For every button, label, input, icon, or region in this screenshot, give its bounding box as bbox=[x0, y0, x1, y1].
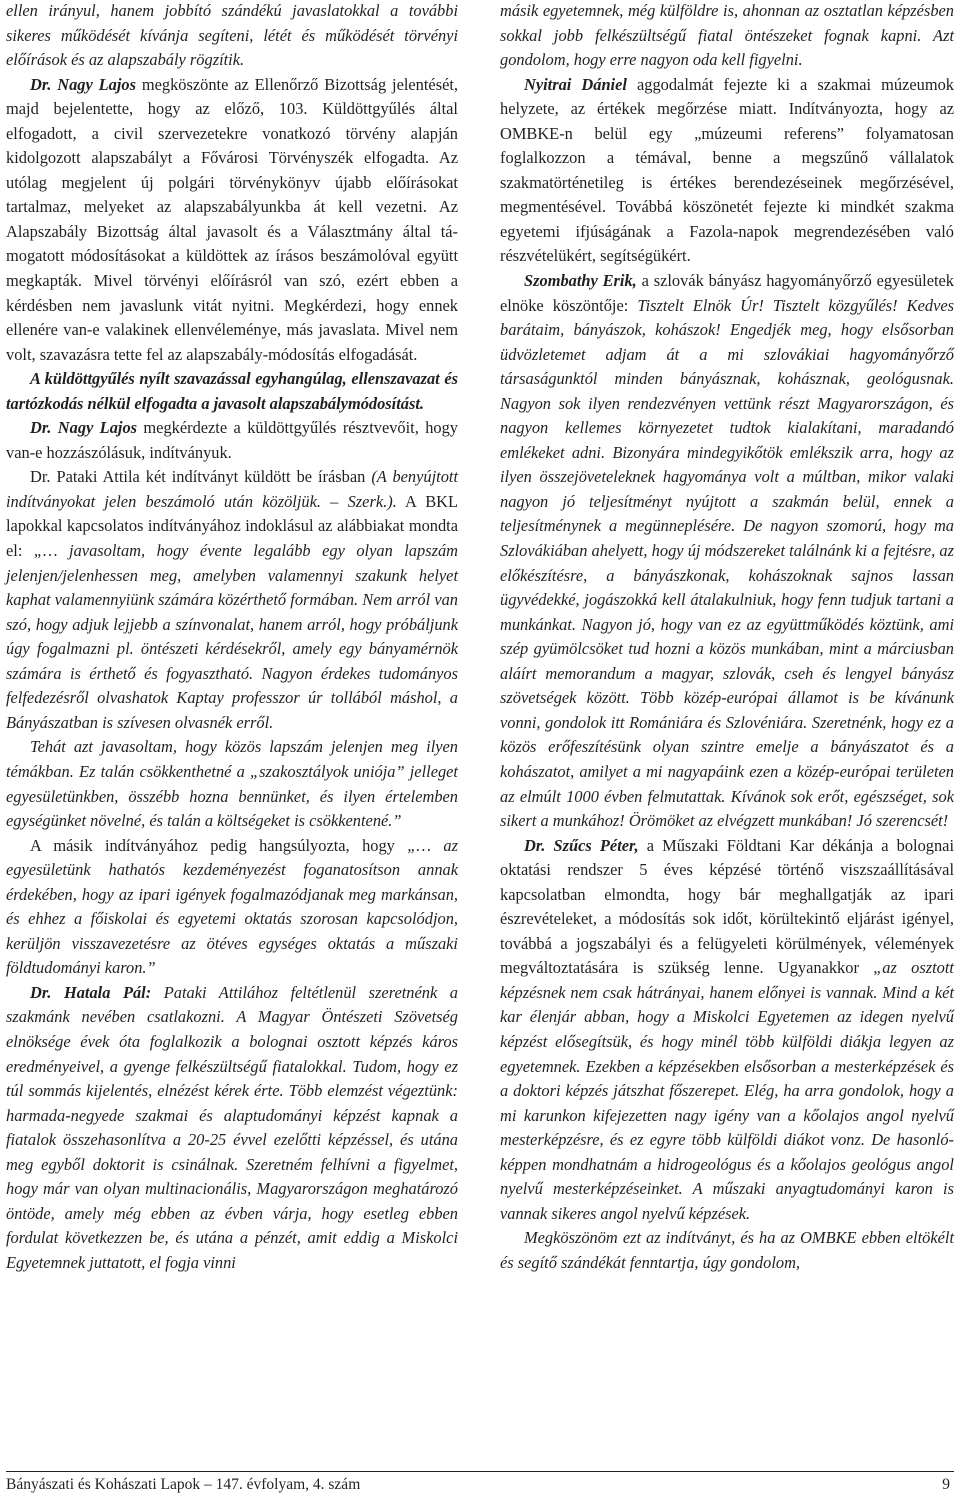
paragraph bbox=[500, 73, 954, 269]
body-text: aggodalmát fejezte ki a szakmai múzeumok helyzete, az értékek megőrzése miatt. Indítványozta, hogy az OMBKE-n belül egy „múzeumi referens” folyamatosan foglalkozzon a témával, benne a megszűnő vállalatok szakmatörténetileg is értékes berendezéseinek megőrzésével, megmentésével. Továbbá köszönetét fejezte ki mindkét szakma egyetemi ifjúságának a Fazola-napok megrendezésében való részvételükért, segítségükért. bbox=[500, 74, 954, 266]
paragraph bbox=[500, 834, 954, 1227]
body-text: Dr. Pataki Attila két indítványt küldött be írásban bbox=[30, 467, 372, 487]
paragraph bbox=[500, 1226, 954, 1275]
quote-text: Tehát azt javasoltam, hogy közös lapszám jelenjen meg ilyen témákban. Ez talán csökkenthetné a „szakosztályok uniója” jelleget egyesületünkben, összébb hozna bennünket, és ilyen értelemben egységünket növelné, és talán a költségeket is csökkentené.” bbox=[6, 737, 458, 831]
speaker-name: Nyitrai Dániel bbox=[524, 74, 627, 94]
speaker-name: Dr. Szűcs Péter, bbox=[524, 835, 639, 855]
body-text: megkérdezte a küldöttgyűlés résztvevőit, hogy van-e hozzászólásuk, indítványuk. bbox=[6, 418, 458, 462]
speaker-name: Dr. Nagy Lajos bbox=[30, 74, 136, 94]
paragraph bbox=[6, 416, 458, 465]
speaker-name: Dr. Nagy Lajos bbox=[30, 418, 138, 438]
paragraph bbox=[500, 0, 954, 73]
editor-note: (A benyújtott indítványokat jelen beszámoló után közöljük. – Szerk.). bbox=[6, 467, 458, 511]
body-text: a szlovák bányász hagyományőrző egyesületek elnöke köszöntője: bbox=[500, 271, 954, 315]
speaker-name: Dr. Hatala Pál: bbox=[30, 982, 152, 1002]
paragraph bbox=[6, 834, 458, 981]
speaker-name: Szombathy Erik, bbox=[524, 271, 637, 291]
paragraph bbox=[6, 73, 458, 368]
paragraph bbox=[500, 269, 954, 834]
quote-text: másik egyetemnek, még külföldre is, ahonnan az osztatlan képzésben sokkal jobb felkészültségű fiatal öntészeket fognak kapni. Azt gondolom, hogy erre nagyon oda kell figyelni. bbox=[500, 1, 954, 70]
footer-divider bbox=[6, 1471, 954, 1472]
right-column bbox=[500, 0, 954, 1275]
quote-text: „… javasoltam, hogy évente legalább egy olyan lapszám jelenjen/jelenhessen meg, amelyben valamennyi szakunk helyet kaphat valamennyiünk számára közérthető formában. Nem arról van szó, hogy adjuk lejjebb a színvonalat, hanem arról, hogy próbáljunk úgy fogalmazni pl. öntészeti kérdésekről, amely egy bányamérnök számára is érthető és fogyasztható. Nagyon érdekes tudományos felfedezésről olvashatok Kaptay professzor úr tollából máshol, a Bányászatban is szívesen olvasnék erről. bbox=[6, 541, 458, 732]
quote-text: Megköszönöm ezt az indítványt, és ha az OMBKE ebben eltökélt és segítő szándékát fenntartja, úgy gondolom, bbox=[500, 1228, 954, 1272]
page-number: 9 bbox=[942, 1476, 950, 1493]
quote-text: „az osztott képzésnek nem csak hátrányai, hanem előnyei is vannak. Mind a két kar élenjár abban, hogy a Miskolci Egyetemen az idegen nyelvű képzést elősegítsük, és hogy minél több külföldi diákja legyen az egyetemnek. Ezekben a képzésekben elsősorban a mesterképzések és a doktori képzés játszhat főszerepet. Elég, ha arra gondolok, hogy a mi karunkon kifejezetten nagy igény van a kőolajos angol nyelvű mesterképzésre, és ez egyre több külföldi diákot vonz. De hasonlóképpen mondhatnám a hidrogeológus és a kőolajos geológus angol nyelvű mesterképzéseinket. A műszaki anyagtudományi karon is vannak sikeres angol nyelvű képzések. bbox=[500, 958, 954, 1223]
resolution-text: A küldöttgyűlés nyílt szavazással egyhangúlag, ellenszavazat és tartózkodás nélkül elfogadta a javasolt alapszabálymódosítást. bbox=[6, 369, 458, 413]
left-column bbox=[6, 0, 458, 1275]
quote-text: Pataki Attilához feltétlenül szeretnénk a szakmánk nevében csatlakozni. A Magyar Öntészeti Szövetség elnöksége évek óta foglalkozik a bolognai osztott képzés káros eredményeivel, a gyenge felkészültségű fiatalokkal. Tudom, hogy ez túl sommás kijelentés, elnézést kérek érte. Több elemzést végeztünk: harmada-negyede szakmai és alaptudományi képzést kapnak a fiatalok összehasonlítva a 20-25 évvel ezelőtti képzéssel, és utána meg egyből doktorit is csinálnak. Szeretném felhívni a figyelmet, hogy már van olyan multinacionális, Magyarországon meghatározó öntöde, amely még ebben az évben várja, hogy esetleg ebben fordulat következzen be, és utána a pénzét, amit eddig a Miskolci Egyetemnek juttatott, el fogja vinni bbox=[6, 982, 458, 1272]
body-text: A BKL lapokkal kapcsolatos indítványához indoklásul az alábbiakat mondta el: bbox=[6, 491, 458, 561]
body-text: megköszönte az Ellenőrző Bizottság jelentését, majd bejelentette, hogy az előző, 103. Küldöttgyűlés által elfogadott, a civil szervezetekre vonatkozó törvény alapján kidolgozott alapszabályt a Fővárosi Törvényszék elfogadta. Az utólag megjelent új polgári törvénykönyv újabb előírásokat tartalmaz, melyeket az alapszabályunkba át kell vezetni. Az Alapszabály Bizottság által javasolt és a Választmány által támogatott módosításokat a küldöttek az írásos beszámolóval együtt megkapták. Mivel törvényi előírásról van szó, ezért ebben a kérdésben nem javaslunk vitát nyitni. Megkérdezi, hogy ennek ellenére van-e valakinek ellenvéleménye, más javaslata. Mivel nem volt, szavazásra tette fel az alapszabály-módosítás elfogadását. bbox=[6, 74, 458, 364]
body-text: A másik indítványához pedig hangsúlyozta, hogy bbox=[30, 835, 408, 855]
paragraph bbox=[6, 0, 458, 73]
paragraph bbox=[6, 981, 458, 1276]
quote-text: Tisztelt Elnök Úr! Tisztelt közgyűlés! Kedves barátaim, bányászok, kohászok! Engedjék meg, hogy elsősorban üdvözletemet adjam át a mi szlovákiai hagyományőrző társaságunktól minden bányásznak, kohásznak, geológusnak. Nagyon sok ilyen rendezvényen vettünk részt Magyarországon, és nagyon kellemes környezetet tudtok kialakítani, maradandó emlékeket adni. Bizonyára mindegyikőtök emlékszik arra, hogy az ilyen összejöveteleknek hagyománya volt a múltban, mikor valaki nagyon jó teljesítményt nyújtott a szakmán belül, ennek a teljesítménynek a megünneplésére. De nagyon szomorú, hogy ma Szlovákiában ahelyett, hogy új módszereket találnánk ki a fejtésre, az előkészítésre, a bányászkonak, kohászoknak sajnos lassan ügyvédekké, jogászokká kell átalakulniuk, hogy fenn tudjuk tartani a munkánkat. Nagyon jó, hogy van ez az együttműködés köztünk, ami szép gyümölcsöket tud hozni a közös munkában, mint a márciusban aláírt memorandum a magyar, szlovák, cseh és lengyel bányász szövetségek között. Több közép-európai államot is be kívánunk vonni, gondolok itt Romániára és Szlovéniára. Szeretnénk, hogy ez a közös erőfeszítésünk olyan szintre emelje a bányászatot és a kohászatot, amilyet a mi nagyapáink ezen a közép-európai területen az elmúlt 1000 évben felmutattak. Kívánok sok erőt, egészséget, sok sikert a munkához! Örömöket az elvégzett munkában! Jó szerencsét! bbox=[500, 295, 954, 831]
paragraph bbox=[6, 465, 458, 735]
resolution-paragraph bbox=[6, 367, 458, 416]
journal-footer: Bányászati és Kohászati Lapok – 147. évfolyam, 4. szám bbox=[6, 1476, 361, 1493]
paragraph bbox=[6, 735, 458, 833]
italic-text: ellen irányul, hanem jobbító szándékú javaslatokkal a további sikeres működését kívánja segíteni, létét és működését törvényi előírások és az alapszabály rögzítik. bbox=[6, 1, 458, 70]
quote-text: „… az egyesületünk hathatós kezdeményezést foganatosítson annak érdekében, hogy az ipari igények fogalmazódjanak meg markánsan, és ehhez a főiskolai és egyetemi oktatás szorosan kapcsolódjon, kerüljön visszavezetésre az ötéves egységes oktatás a műszaki földtudományi karon.” bbox=[6, 835, 458, 978]
body-text: a Műszaki Földtani Kar dékánja a bolognai oktatási rendszer 5 éves képzésé történő viszszaállításával kapcsolatban elmondta, hogy bár meghallgatják az ipari észrevételeket, a módosítás sok időt, körültekintő eljárást igényel, továbbá a jogszabályi és a felügyeleti körülmények, vélemények megváltoztatására is szükség lenne. Ugyanakkor bbox=[500, 835, 954, 978]
